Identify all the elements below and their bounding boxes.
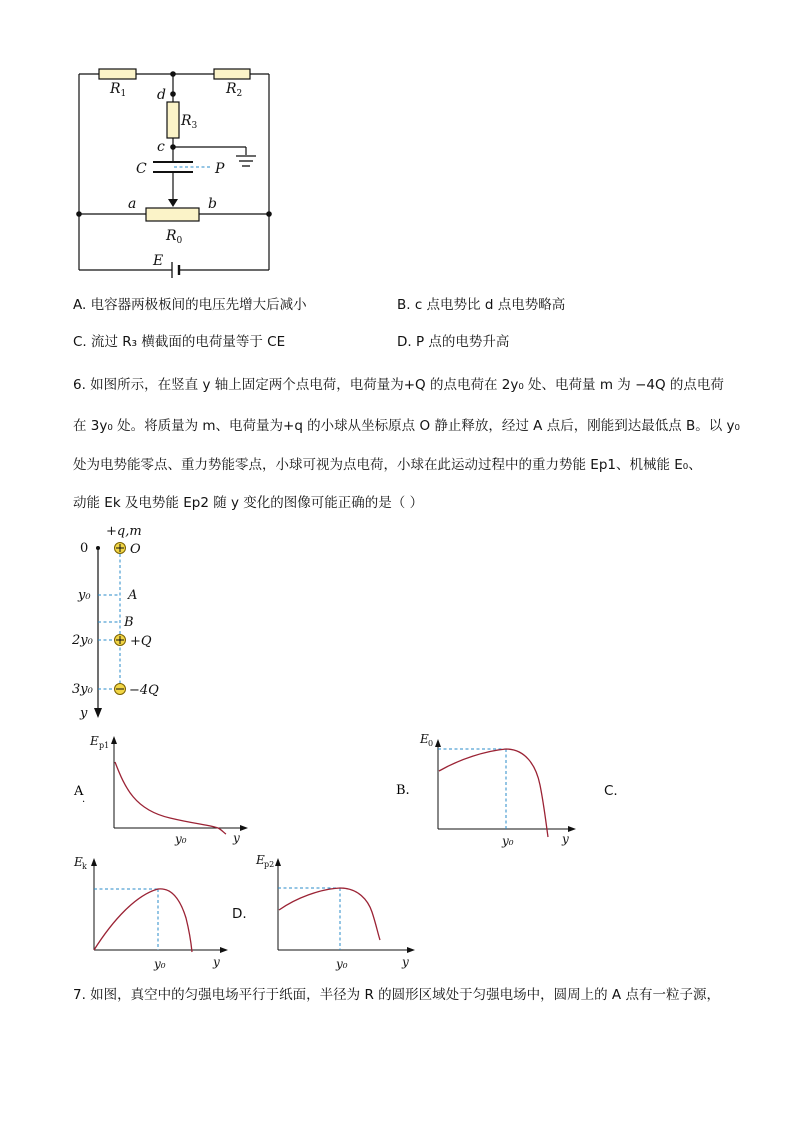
svg-text:y: y [80, 706, 88, 721]
svg-text:y: y [233, 831, 240, 845]
svg-text:A: A [128, 588, 138, 603]
svg-text:E: E [256, 853, 265, 867]
svg-text:2y₀: 2y₀ [72, 633, 93, 648]
svg-text:y₀: y₀ [78, 588, 91, 603]
q7-text-line-1: 7. 如图，真空中的匀强电场平行于纸面，半径为 R 的圆形区域处于匀强电场中，圆周上的 A 点有一粒子源， [73, 987, 720, 1003]
svg-text:+Q: +Q [130, 634, 152, 649]
graph-a-curve [115, 762, 226, 834]
svg-text:0: 0 [428, 739, 434, 748]
q6-text-line-1: 6. 如图所示，在竖直 y 轴上固定两个点电荷，电荷量为+Q 的点电荷在 2y₀ 处、电荷量 m 为 −4Q 的点电荷 [73, 377, 724, 393]
charge-plus-q-icon [115, 635, 126, 646]
svg-text:R3: $R_3$ [181, 113, 198, 131]
svg-text:B: B [124, 615, 134, 630]
svg-text:y₀: y₀ [336, 957, 348, 971]
q6-text-line-2: 在 3y₀ 处。将质量为 m、电荷量为+q 的小球从坐标原点 O 静止释放，经过 A 点后，刚能到达最低点 B。以 y₀ [73, 418, 740, 434]
resistor-r3 [167, 102, 179, 138]
resistor-r0 [146, 208, 199, 221]
battery-icon [172, 262, 179, 278]
svg-text:R2: $R_2$ [226, 81, 243, 99]
svg-text:y₀: y₀ [502, 834, 514, 848]
q5-option-d: D. P 点的电势升高 [397, 334, 510, 350]
svg-text:a: a [128, 196, 137, 212]
svg-text:P: P [215, 161, 225, 177]
graph-d-curve [279, 888, 380, 940]
q5-option-a: A. 电容器两极板间的电压先增大后减小 [73, 297, 307, 313]
q6-text-line-3: 处为电势能零点、重力势能零点，小球可视为点电荷，小球在此运动过程中的重力势能 Ep1、机械能 E₀、 [73, 457, 702, 473]
graph-c-curve [94, 889, 192, 952]
graph-b-e0 [390, 725, 590, 853]
circuit-diagram [0, 0, 300, 290]
svg-text:E: E [153, 253, 164, 269]
q5-option-b: B. c 点电势比 d 点电势略高 [397, 297, 566, 313]
svg-text:E: E [90, 734, 99, 748]
svg-text:k: k [82, 862, 87, 871]
svg-text:d: d [157, 87, 166, 103]
svg-text:R0: $R_0$ [166, 228, 183, 246]
charge-q-origin-icon [115, 543, 126, 554]
q6-text-line-4: 动能 Ek 及电势能 Ep2 随 y 变化的图像可能正确的是（ ） [73, 495, 424, 511]
svg-text:−4Q: −4Q [129, 683, 159, 698]
graph-b-option-label: B. [396, 783, 410, 798]
svg-text:+q,m: +q,m [106, 524, 142, 539]
graph-b-curve [439, 749, 548, 837]
graph-d-option-label: D. [232, 906, 247, 922]
graph-c-option-label: C. [604, 783, 618, 799]
ground-icon [236, 156, 256, 166]
graph-a-option-label: A [74, 784, 84, 799]
graph-c-ek [68, 850, 238, 976]
graph-a-ep1 [70, 728, 260, 848]
svg-text:y₀: y₀ [175, 832, 187, 846]
charge-minus-4q-icon [115, 684, 126, 695]
svg-text:p1: p1 [99, 741, 110, 750]
svg-text:0: 0 [80, 541, 89, 556]
svg-text:y: y [402, 955, 409, 969]
resistor-r2 [214, 69, 250, 79]
y-axis-figure [70, 518, 180, 723]
svg-text:E: E [74, 855, 83, 869]
svg-text:b: b [208, 196, 217, 212]
graph-d-ep2 [254, 850, 424, 976]
y-axis-arrow-icon [94, 708, 102, 718]
svg-text:3y₀: 3y₀ [72, 682, 93, 697]
svg-text:y₀: y₀ [154, 957, 166, 971]
q5-option-c: C. 流过 R₃ 横截面的电荷量等于 CE [73, 334, 286, 350]
svg-text:C: C [136, 161, 147, 177]
svg-text:R1: $R_1$ [110, 81, 127, 99]
slider-arrow-icon [168, 199, 178, 207]
svg-text:y: y [562, 832, 569, 846]
svg-text:y: y [213, 955, 220, 969]
svg-text:.: . [82, 794, 86, 805]
resistor-r1 [99, 69, 136, 79]
svg-text:O: O [130, 542, 141, 557]
svg-text:c: c [157, 139, 165, 155]
svg-text:E: E [420, 732, 429, 746]
svg-text:p2: p2 [264, 860, 275, 869]
